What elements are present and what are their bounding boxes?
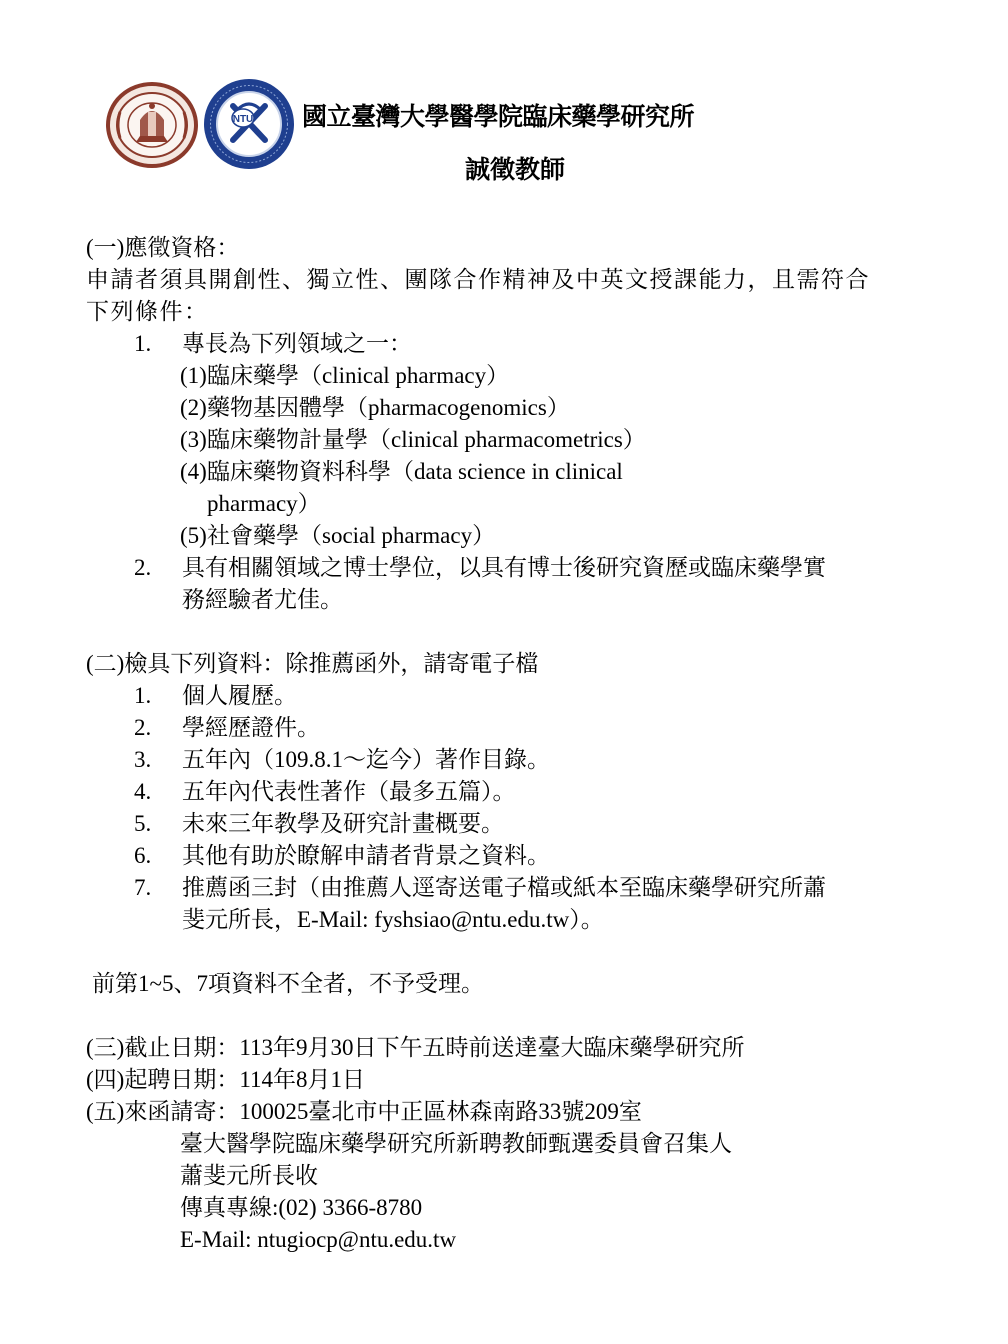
sub-item-number: (2): [180, 395, 207, 420]
start-date-line: (四)起聘日期：114年8月1日: [86, 1067, 365, 1092]
sub-item: [86, 360, 946, 392]
list-item: [86, 712, 946, 744]
sub-item-number: (1): [180, 363, 207, 388]
gicp-logo-text: NTU: [232, 114, 254, 125]
sub-item-continuation: pharmacy）: [207, 491, 321, 516]
item-number: 2.: [134, 715, 152, 740]
sub-item: [86, 392, 946, 424]
sub-item: [86, 456, 946, 488]
item-text: 具有相關領域之博士學位，以具有博士後研究資歷或臨床藥學實: [182, 555, 826, 580]
notice-body: [86, 232, 946, 1256]
item-text: 個人履歷。: [182, 683, 297, 708]
item-number: 1.: [134, 683, 152, 708]
list-item: [86, 776, 946, 808]
item-number: 6.: [134, 843, 152, 868]
section1-intro: 申請者須具開創性、獨立性、團隊合作精神及中英文授課能力，且需符合: [86, 267, 870, 292]
sub-item-number: (3): [180, 427, 207, 452]
item-text-cont: 斐元所長，E-Mail: fyshsiao@ntu.edu.tw）。: [182, 907, 604, 932]
recipient-committee: 臺大醫學院臨床藥學研究所新聘教師甄選委員會召集人: [180, 1131, 732, 1156]
list-item-continuation: [86, 904, 946, 936]
list-item: [86, 840, 946, 872]
email-line: E-Mail: ntugiocp@ntu.edu.tw: [180, 1227, 457, 1252]
item-text-cont: 務經驗者尤佳。: [182, 587, 343, 612]
list-item: [86, 552, 946, 584]
item-number: 3.: [134, 747, 152, 772]
sub-item: [86, 424, 946, 456]
sub-item-number: (4): [180, 459, 207, 484]
fax-line: 傳真專線:(02) 3366-8780: [180, 1195, 423, 1220]
list-item: [86, 808, 946, 840]
sub-item-text: 社會藥學（social pharmacy）: [207, 523, 496, 548]
item-number: 5.: [134, 811, 152, 836]
item-number: 2.: [134, 555, 152, 580]
institute-title: 國立臺灣大學醫學院臨床藥學研究所: [302, 104, 695, 131]
list-item: [86, 328, 946, 360]
sub-item-number: (5): [180, 523, 207, 548]
item-text: 學經歷證件。: [182, 715, 320, 740]
item-text: 其他有助於瞭解申請者背景之資料。: [182, 843, 550, 868]
section1-intro-cont: 下列條件：: [86, 299, 209, 324]
page-subtitle: 誠徵教師: [464, 157, 565, 184]
list-item: [86, 872, 946, 904]
item-number: 1.: [134, 331, 152, 356]
incomplete-notice: 前第1~5、7項資料不全者，不予受理。: [92, 971, 484, 996]
list-item: [86, 680, 946, 712]
sub-item: [86, 520, 946, 552]
item-text: 推薦函三封（由推薦人逕寄送電子檔或紙本至臨床藥學研究所蕭: [182, 875, 826, 900]
mailing-address-line: (五)來函請寄：100025臺北市中正區林森南路33號209室: [86, 1099, 642, 1124]
list-item-continuation: [86, 584, 946, 616]
section2-heading: (二)檢具下列資料：除推薦函外，請寄電子檔: [86, 651, 539, 676]
item-number: 4.: [134, 779, 152, 804]
sub-item-text: 臨床藥學（clinical pharmacy）: [207, 363, 510, 388]
page-header: [0, 0, 1008, 200]
recipient-name: 蕭斐元所長收: [180, 1163, 318, 1188]
item-number: 7.: [134, 875, 152, 900]
deadline-line: (三)截止日期：113年9月30日下午五時前送達臺大臨床藥學研究所: [86, 1035, 745, 1060]
item-text: 五年內（109.8.1～迄今）著作目錄。: [182, 747, 550, 772]
list-item: [86, 744, 946, 776]
item-text: 未來三年教學及研究計畫概要。: [182, 811, 504, 836]
item-text: 專長為下列領域之一：: [182, 331, 412, 356]
item-text: 五年內代表性著作（最多五篇）。: [182, 779, 516, 804]
sub-item-text: 藥物基因體學（pharmacogenomics）: [207, 395, 570, 420]
section1-heading: (一)應徵資格：: [86, 235, 240, 260]
sub-item-text: 臨床藥物計量學（clinical pharmacometrics）: [207, 427, 646, 452]
sub-item-text: 臨床藥物資料科學（data science in clinical: [207, 459, 623, 484]
